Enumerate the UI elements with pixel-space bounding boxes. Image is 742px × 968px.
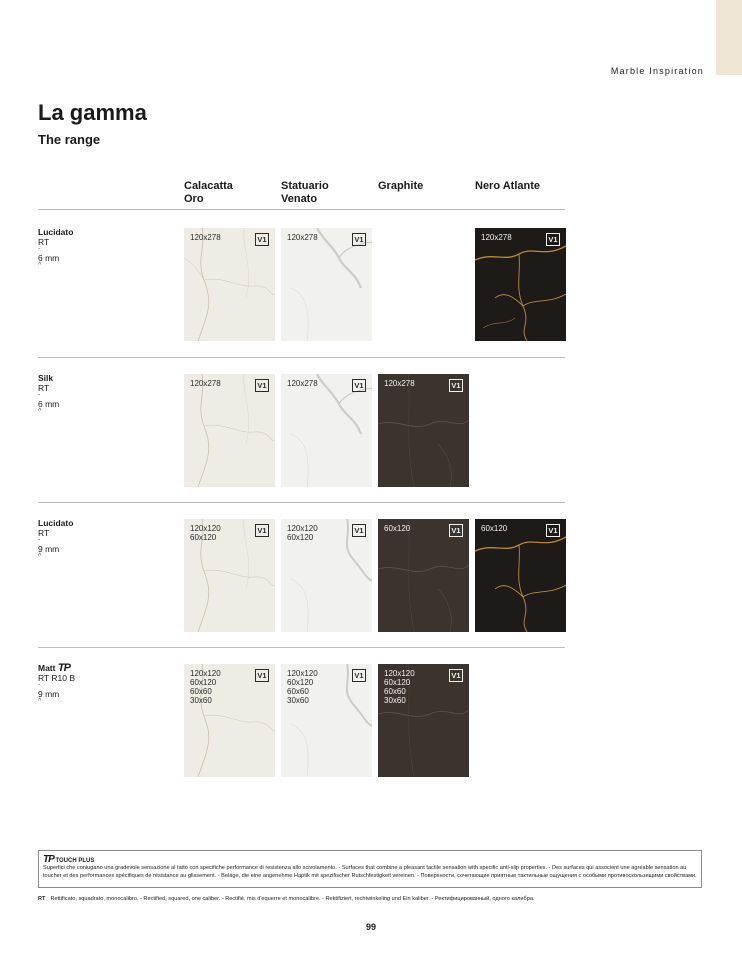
page-title: La gamma <box>38 100 147 125</box>
variation-badge: V1 <box>255 379 269 392</box>
tile-calacatta-oro: 120x120 60x120 V1 <box>184 519 275 632</box>
section-label: Marble Inspiration <box>610 66 704 76</box>
touch-plus-description: Superfici che coniugano una gradevole sensazione al tatto con specifiche performance di resistenza allo scivolamento. - Surfaces that combine a pleasant tactile sensation with specific anti-slip properties. - Des surfaces qui associent une agréable sensation au toucher et des performances spécifiques de résistance au glissement. - Beläge, die eine angenehme Haptik mit spezifischer Rutschfestigkeit vereinen. - Поверхности, сочетающие приятные тактильные ощущения с особыми противоскользящими свойствами. <box>43 865 697 879</box>
section-tab <box>716 0 742 75</box>
tile-graphite: 60x120 V1 <box>378 519 469 632</box>
touch-plus-note <box>38 850 702 888</box>
variation-badge: V1 <box>449 669 463 682</box>
touch-plus-logo: TP <box>57 662 70 674</box>
divider <box>38 357 565 358</box>
variation-badge: V1 <box>352 233 366 246</box>
row-label-lucidato-9mm: Lucidato RT - 9 mm ^ <box>38 518 74 560</box>
column-header-nero-atlante: Nero Atlante <box>475 180 540 192</box>
tile-statuario-venato: 120x278 V1 <box>281 374 372 487</box>
tile-calacatta-oro: 120x120 60x120 60x60 30x60 V1 <box>184 664 275 777</box>
tile-statuario-venato: 120x120 60x120 60x60 30x60 V1 <box>281 664 372 777</box>
variation-badge: V1 <box>352 669 366 682</box>
tile-calacatta-oro: 120x278 V1 <box>184 228 275 341</box>
tile-statuario-venato: 120x278 V1 <box>281 228 372 341</box>
variation-badge: V1 <box>352 379 366 392</box>
tile-calacatta-oro: 120x278 V1 <box>184 374 275 487</box>
row-label-matt-9mm: Matt TP RT R10 B - 9 mm ^ <box>38 662 76 705</box>
rt-footnote: RT Rettificato, squadrato, monocalibro. - Rectified, squared, one caliber. - Rectifié, mis d'equerre et monocalibre. - Rektifiziert, rechtwinkeling und Ein kaliber. - Ректифицированный, одного калибра. <box>38 896 535 902</box>
touch-plus-logo: TP <box>43 854 54 865</box>
variation-badge: V1 <box>449 379 463 392</box>
page-subtitle: The range <box>38 132 101 147</box>
divider <box>38 502 565 503</box>
column-header-graphite: Graphite <box>378 180 424 192</box>
tile-nero-atlante: 120x278 V1 <box>475 228 566 341</box>
variation-badge: V1 <box>255 233 269 246</box>
page-number: 99 <box>365 922 376 932</box>
tile-nero-atlante: 60x120 V1 <box>475 519 566 632</box>
tile-graphite: 120x278 V1 <box>378 374 469 487</box>
divider <box>38 209 565 210</box>
column-header-calacatta-oro: Calacatta Oro <box>184 180 233 205</box>
column-header-statuario-venato: Statuario Venato <box>281 180 329 205</box>
row-label-silk-6mm: Silk RT - 6 mm ^ <box>38 373 60 415</box>
variation-badge: V1 <box>546 233 560 246</box>
row-label-lucidato-6mm: Lucidato RT - 6 mm ^ <box>38 227 74 269</box>
tile-graphite: 120x120 60x120 60x60 30x60 V1 <box>378 664 469 777</box>
variation-badge: V1 <box>546 524 560 537</box>
tile-statuario-venato: 120x120 60x120 V1 <box>281 519 372 632</box>
variation-badge: V1 <box>352 524 366 537</box>
variation-badge: V1 <box>255 524 269 537</box>
touch-plus-title: TOUCH PLUS <box>55 858 95 864</box>
variation-badge: V1 <box>449 524 463 537</box>
divider <box>38 647 565 648</box>
variation-badge: V1 <box>255 669 269 682</box>
